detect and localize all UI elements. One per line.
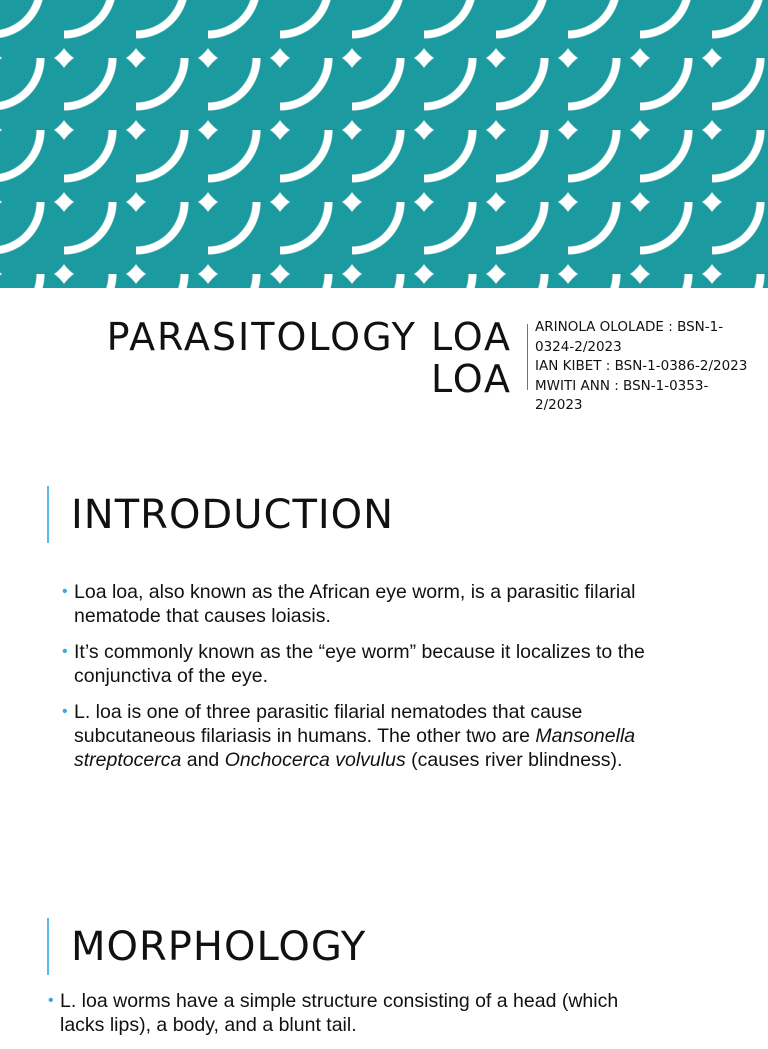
bullet-dot-icon: • (62, 643, 68, 660)
bullet-text: (causes river blindness). (405, 749, 623, 771)
bullet-text: L. loa worms have a simple structure consisting of a head (which lacks lips), a body, and a blunt tail. (60, 990, 619, 1036)
author-line: 0324-2/2023 (535, 338, 622, 355)
bullet-text: It’s commonly known as the “eye worm” because it localizes to the conjunctiva of the eye. (74, 641, 645, 687)
species-name: Mansonella streptocerca (74, 725, 636, 771)
author-line: ARINOLA OLOLADE : BSN-1- (535, 319, 724, 335)
bullet-text: and (181, 749, 225, 771)
bullet-text: Loa loa, also known as the African eye worm, is a parasitic filarial nematode that causes loiasis. (74, 581, 636, 627)
section-heading-introduction: INTRODUCTION (71, 492, 395, 538)
page-title (72, 316, 512, 400)
author-line: 2/2023 (535, 397, 583, 413)
bullet-text: L. loa is one of three parasitic filarial nematodes that cause subcutaneous filariasis in humans. The other two are (74, 701, 583, 747)
title-line-1: PARASITOLOGY LOA (106, 315, 512, 359)
decorative-pattern-banner (0, 0, 768, 288)
list-item (62, 640, 682, 688)
introduction-bullets (62, 580, 682, 784)
section-heading-morphology: MORPHOLOGY (71, 924, 367, 970)
title-divider (527, 324, 528, 390)
list-item (48, 989, 668, 1037)
title-slide (0, 288, 768, 418)
species-name: Onchocerca volvulus (224, 749, 406, 771)
author-line: MWITI ANN : BSN-1-0353- (535, 377, 709, 394)
bullet-dot-icon: • (62, 703, 68, 720)
morphology-bullets (48, 989, 668, 1049)
list-item (62, 580, 682, 628)
list-item (62, 700, 682, 772)
section-accent-bar (47, 486, 49, 543)
title-line-2: LOA (430, 357, 512, 401)
bullet-dot-icon: • (48, 992, 54, 1009)
authors-list (535, 318, 765, 416)
section-accent-bar (47, 918, 49, 975)
author-line: IAN KIBET : BSN-1-0386-2/2023 (535, 358, 748, 374)
bullet-dot-icon: • (62, 583, 68, 600)
